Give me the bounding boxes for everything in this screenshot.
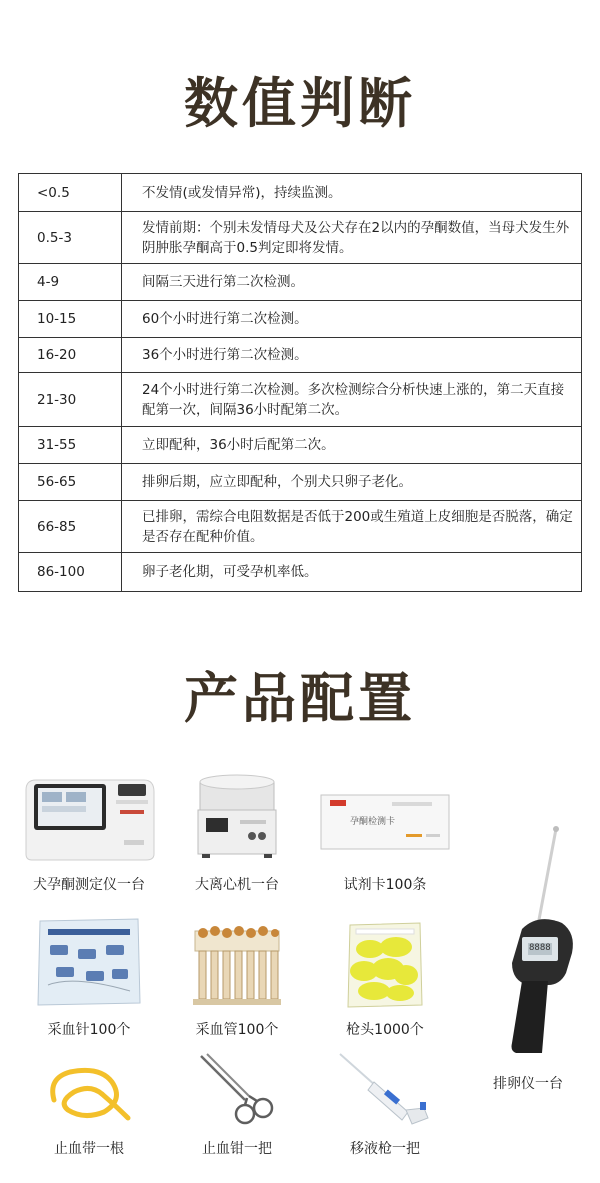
description-cell: 不发情(或发情异常)，持续监测。 bbox=[122, 174, 582, 212]
product-analyzer bbox=[14, 770, 164, 900]
pipette-tips-bag-icon bbox=[342, 919, 428, 1009]
description-cell: 60个小时进行第二次检测。 bbox=[122, 301, 582, 338]
product-ovulation-meter bbox=[462, 825, 594, 1095]
analyzer-icon bbox=[20, 770, 158, 862]
hemostat-icon bbox=[197, 1052, 277, 1128]
product-label: 犬孕酮测定仪一台 bbox=[33, 877, 145, 893]
table-row bbox=[19, 501, 582, 553]
test-card-text: 孕酮检测卡 bbox=[350, 817, 396, 827]
range-cell: 86-100 bbox=[19, 553, 122, 592]
product-label: 止血带一根 bbox=[54, 1141, 124, 1157]
product-label: 大离心机一台 bbox=[195, 877, 279, 893]
product-label: 排卵仪一台 bbox=[493, 1076, 563, 1092]
blood-tube-rack-icon bbox=[189, 917, 285, 1007]
description-cell: 36个小时进行第二次检测。 bbox=[122, 338, 582, 373]
table-row bbox=[19, 427, 582, 464]
range-cell: 66-85 bbox=[19, 501, 122, 553]
centrifuge-icon bbox=[192, 770, 282, 862]
blood-needle-bag-icon bbox=[34, 915, 144, 1009]
description-cell: 立即配种，36小时后配第二次。 bbox=[122, 427, 582, 464]
table-row bbox=[19, 553, 582, 592]
table-row bbox=[19, 212, 582, 264]
table-row bbox=[19, 301, 582, 338]
product-config-title: 产品配置 bbox=[184, 667, 416, 730]
description-cell: 已排卵，需综合电阻数据是否低于200或生殖道上皮细胞是否脱落，确定是否存在配种价值。 bbox=[122, 501, 582, 553]
product-pipette-tips bbox=[310, 915, 460, 1045]
product-pipette bbox=[310, 1050, 460, 1170]
description-cell: 24个小时进行第二次检测。多次检测综合分析快速上涨的，第二天直接配第一次，间隔36小时配第二次。 bbox=[122, 373, 582, 427]
table-row bbox=[19, 264, 582, 301]
ovulation-meter-screen: 8888 bbox=[529, 943, 551, 953]
range-cell: 16-20 bbox=[19, 338, 122, 373]
range-cell: 0.5-3 bbox=[19, 212, 122, 264]
range-cell: 10-15 bbox=[19, 301, 122, 338]
description-cell: 发情前期：个别未发情母犬及公犬存在2以内的孕酮数值，当母犬发生外阴肿胀孕酮高于0.5判定即将发情。 bbox=[122, 212, 582, 264]
product-hemostat bbox=[167, 1050, 307, 1170]
pipette-icon bbox=[336, 1050, 436, 1130]
product-blood-tubes bbox=[167, 915, 307, 1045]
range-cell: 21-30 bbox=[19, 373, 122, 427]
value-judgement-table bbox=[18, 173, 582, 592]
table-row bbox=[19, 464, 582, 501]
range-cell: 56-65 bbox=[19, 464, 122, 501]
description-cell: 卵子老化期，可受孕机率低。 bbox=[122, 553, 582, 592]
product-label: 止血钳一把 bbox=[202, 1141, 272, 1157]
product-blood-needles bbox=[14, 915, 164, 1045]
product-label: 试剂卡100条 bbox=[343, 877, 427, 893]
judgement-title: 数值判断 bbox=[184, 72, 416, 135]
range-cell: 4-9 bbox=[19, 264, 122, 301]
range-cell: <0.5 bbox=[19, 174, 122, 212]
tourniquet-icon bbox=[44, 1060, 134, 1124]
product-label: 移液枪一把 bbox=[350, 1141, 420, 1157]
table-row bbox=[19, 373, 582, 427]
table-row bbox=[19, 338, 582, 373]
table-row bbox=[19, 174, 582, 212]
product-label: 采血管100个 bbox=[195, 1022, 279, 1038]
ovulation-meter-icon bbox=[482, 825, 582, 1055]
product-test-card bbox=[310, 770, 460, 900]
product-tourniquet bbox=[14, 1060, 164, 1170]
product-centrifuge bbox=[167, 770, 307, 900]
range-cell: 31-55 bbox=[19, 427, 122, 464]
description-cell: 间隔三天进行第二次检测。 bbox=[122, 264, 582, 301]
product-label: 采血针100个 bbox=[47, 1022, 131, 1038]
product-label: 枪头1000个 bbox=[346, 1022, 424, 1038]
description-cell: 排卵后期，应立即配种，个别犬只卵子老化。 bbox=[122, 464, 582, 501]
